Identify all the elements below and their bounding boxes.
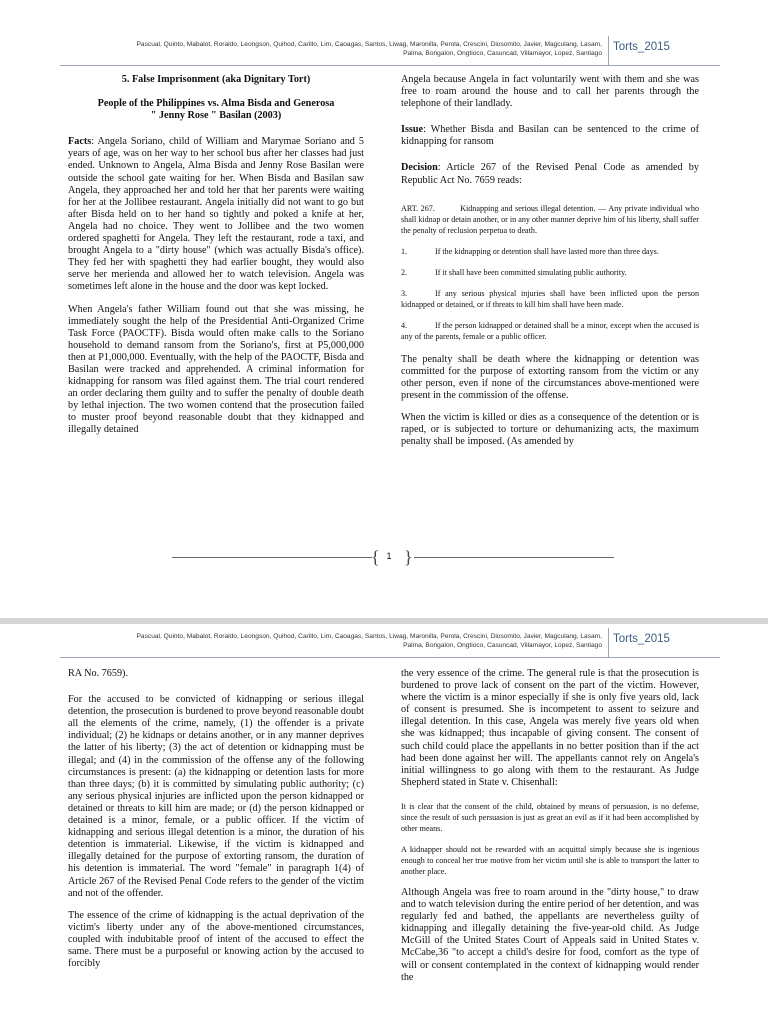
item-number: 3.: [401, 288, 408, 298]
article-267-text: ART. 267. Kidnapping and serious illegal detention. — Any private individual who shall kidnap or detain another, or in any other manner deprive him of his liberty, shall suffer the penalty of reclusion perpetua to death.: [401, 203, 702, 235]
facts-paragraph: [68, 136, 364, 293]
footer-bracket-left: {: [371, 547, 380, 567]
authors-line-2: Palma, Bongalon, Ongtioco, Casuncad, Villamayor, Lopez, Santiago: [403, 50, 602, 57]
consent-paragraph: the very essence of the crime. The general rule is that the prosecution is burdened to prove lack of consent on the part of the victim. However, where the victim is a minor especially if she is only five years old, lack of consent is presumed. She is incompetent to assent to seizure and illegal detention. In this case, Angela was merely five years old when she was kidnapped; thus incapable of giving consent. The consent of such child could place the appellants in no better position than if the act had been done against her will. The appellants cannot rely on Angela's initial willingness to go along with them to the restaurant. As Judge Shepherd stated in State v. Chisenhall:: [401, 668, 699, 788]
case-title-line-1: People of the Philippines vs. Alma Bisda and Generosa: [97, 98, 335, 110]
issue-paragraph: [401, 124, 699, 148]
right-column: [401, 74, 702, 458]
ra-reference: RA No. 7659).: [68, 668, 128, 679]
item-text: If it shall have been committed simulating public authority.: [435, 267, 627, 277]
item-number: 2.: [401, 267, 408, 277]
article-item-1: [401, 246, 699, 257]
authors-list: [60, 40, 602, 58]
issue-text: : Whether Bisda and Basilan can be sentenced to the crime of kidnapping for ransom: [401, 124, 699, 148]
left-column: [68, 668, 364, 980]
section-title: 5. False Imprisonment (aka Dignitary Tort): [121, 74, 311, 85]
facts-text: : Angela Soriano, child of William and Marymae Soriano and 5 years of age, was on her way to her school bus after her classes had just ended. Unknown to Angela, Alma Bisda and Jenny Rose Basilan were outside the school gate waiting for her. When Bisda and Basilan saw Angela, they approached her and told her that her parents were waiting for her at the Jollibee restaurant. Angela initially did not want to go but after Bisda held on to her hand so tightly and poked a knife at her, Angela had no choice. They went to Jollibee and the two women ordered spaghetti for Angela. They left the restaurant, rode a taxi, and brought Angela to a "dirty house" (which was actually Bisda's office). They fed her with spaghetti they had earlier bought, they would also serve her merienda and allowed her to watch television. Angela was sometimes left alone in the house and the door was kept locked.: [68, 136, 364, 293]
case-title: [68, 98, 364, 122]
footer-rule-left: [172, 557, 372, 558]
authors-list: [60, 632, 602, 650]
item-text: If the kidnapping or detention shall have lasted more than three days.: [435, 246, 659, 256]
facts-label: Facts: [68, 136, 92, 148]
elements-paragraph: For the accused to be convicted of kidnapping or serious illegal detention, the prosecution is burdened to prove beyond reasonable doubt all the elements of the crime, namely, (1) the offender is a private individual; (2) he kidnaps or detains another, or in any manner deprives the latter of his liberty; (3) the act of detention or kidnapping must be illegal; and (4) in the commission of the offense any of the following circumstances is present: (a) the kidnapping or detention lasts for more than three days; (b) it is committed by simulating public authority; (c) any serious physical injuries are inflicted upon the person kidnapped or detained or threats to kill him are made; or (d) the person kidnapped or detained is a minor, female, or a public officer. If the victim of kidnapping and serious illegal detention is a minor, the duration of his detention is immaterial. Likewise, if the victim is kidnapped and illegally detained for the purpose of extorting ransom, the duration of his detention is immaterial. The word "female" in paragraph 1(4) of Article 267 of the Revised Penal Code refers to the gender of the victim and not of the offender.: [68, 694, 364, 899]
decision-label: Decision: [401, 162, 438, 174]
authors-line-1: Pascual, Quinto, Mabalot, Roraldo, Leongson, Quihod, Carillo, Lim, Caoagas, Santos, Liwag, Maronilla, Perola, Crescini, Diosomito, Javier, Magculang, Lasam,: [136, 41, 602, 48]
header-divider: [608, 36, 609, 66]
case-title-line-2: " Jenny Rose " Basilan (2003): [150, 110, 282, 122]
footer-bracket-right: }: [404, 547, 413, 567]
decision-paragraph: [401, 162, 699, 186]
essence-paragraph: The essence of the crime of kidnapping is the actual deprivation of the victim's liberty under any of the above-mentioned circumstances, coupled with indubitable proof of intent of the accused to effect the same. There must be a purposeful or knowing action by the accused to forcibly: [68, 909, 364, 970]
decision-text: : Article 267 of the Revised Penal Code as amended by Republic Act No. 7659 reads:: [401, 162, 699, 186]
chisenhall-quote-2: A kidnapper should not be rewarded with an acquittal simply because she is ingenious enough to conceal her true motive from her victim until she is able to transport the latter to another place.: [401, 844, 699, 876]
issue-label: Issue: [401, 124, 424, 136]
penalty-paragraph: The penalty shall be death where the kidnapping or detention was committed for the purpose of extorting ransom from the victim or any other person, even if none of the circumstances above-mentioned were present in the commission of the offense.: [401, 353, 699, 401]
course-label: Torts_2015: [613, 633, 670, 645]
item-text: If any serious physical injuries shall have been inflicted upon the person kidnapped or detained, or if threats to kill him shall have been made.: [401, 288, 699, 309]
page-header: [60, 632, 720, 672]
right-column: [401, 668, 699, 994]
authors-line-2: Palma, Bongalon, Ongtioco, Casuncad, Villamayor, Lopez, Santiago: [403, 642, 602, 649]
facts-paragraph-2: When Angela's father William found out that she was missing, he immediately sought the help of the Presidential Anti-Organized Crime Task Force (PAOCTF). Bisda would often make calls to the Soriano household to demand ransom from the Soriano's, first at P5,000,000 then at P1,000,000. Eventually, with the help of the PAOCTF, Bisda and Basilan were tracked and apprehended. A criminal information for kidnapping for ransom was filed against them. The trial court rendered an order declaring them guilty and to suffer the penalty of double death by lethal injection. The two women contend that the prosecution failed to muster proof beyond reasonable doubt that they kidnapped and illegally detained: [68, 303, 364, 436]
authors-line-1: Pascual, Quinto, Mabalot, Roraldo, Leongson, Quihod, Carillo, Lim, Caoagas, Santos, Liwag, Maronilla, Perola, Crescini, Diosomito, Javier, Magculang, Lasam,: [136, 633, 602, 640]
item-text: If the person kidnapped or detained shall be a minor, except when the accused is any of the parents, female or a public officer.: [401, 320, 699, 341]
victim-paragraph: When the victim is killed or dies as a consequence of the detention or is raped, or is subjected to torture or dehumanizing acts, the maximum penalty shall be imposed. (As amended by: [401, 412, 699, 448]
page-footer: [0, 546, 768, 570]
voluntary-paragraph: Angela because Angela in fact voluntarily went with them and she was free to roam around the house and to call her parents through the telephone of their landlady.: [401, 74, 699, 110]
item-number: 1.: [401, 246, 408, 256]
course-label: Torts_2015: [613, 41, 670, 53]
mccabe-paragraph: Although Angela was free to roam around in the "dirty house," to draw and to watch television during the entire period of her detention, and was regularly fed and bathed, the appellants are nevertheless guilty of kidnapping and illegally detaining the five-year-old child. As Judge McGill of the United States Court of Appeals said in United States v. McCabe,36 "to accept a child's desire for food, comfort as the type of will or consent contemplated in the context of kidnapping would render the: [401, 886, 699, 983]
header-rule: [60, 657, 720, 658]
left-column: [68, 74, 364, 447]
header-divider: [608, 628, 609, 658]
article-item-4: [401, 320, 699, 342]
document-page-2: [0, 624, 768, 1024]
article-item-2: [401, 267, 699, 278]
item-number: 4.: [401, 320, 408, 330]
page-number: 1: [386, 551, 392, 561]
footer-rule-right: [414, 557, 614, 558]
article-item-3: [401, 288, 699, 310]
header-rule: [60, 65, 720, 66]
chisenhall-quote-1: It is clear that the consent of the child, obtained by means of persuasion, is no defense, since the result of such persuasion is just as great an evil as if it had been accomplished by other means.: [401, 801, 699, 833]
